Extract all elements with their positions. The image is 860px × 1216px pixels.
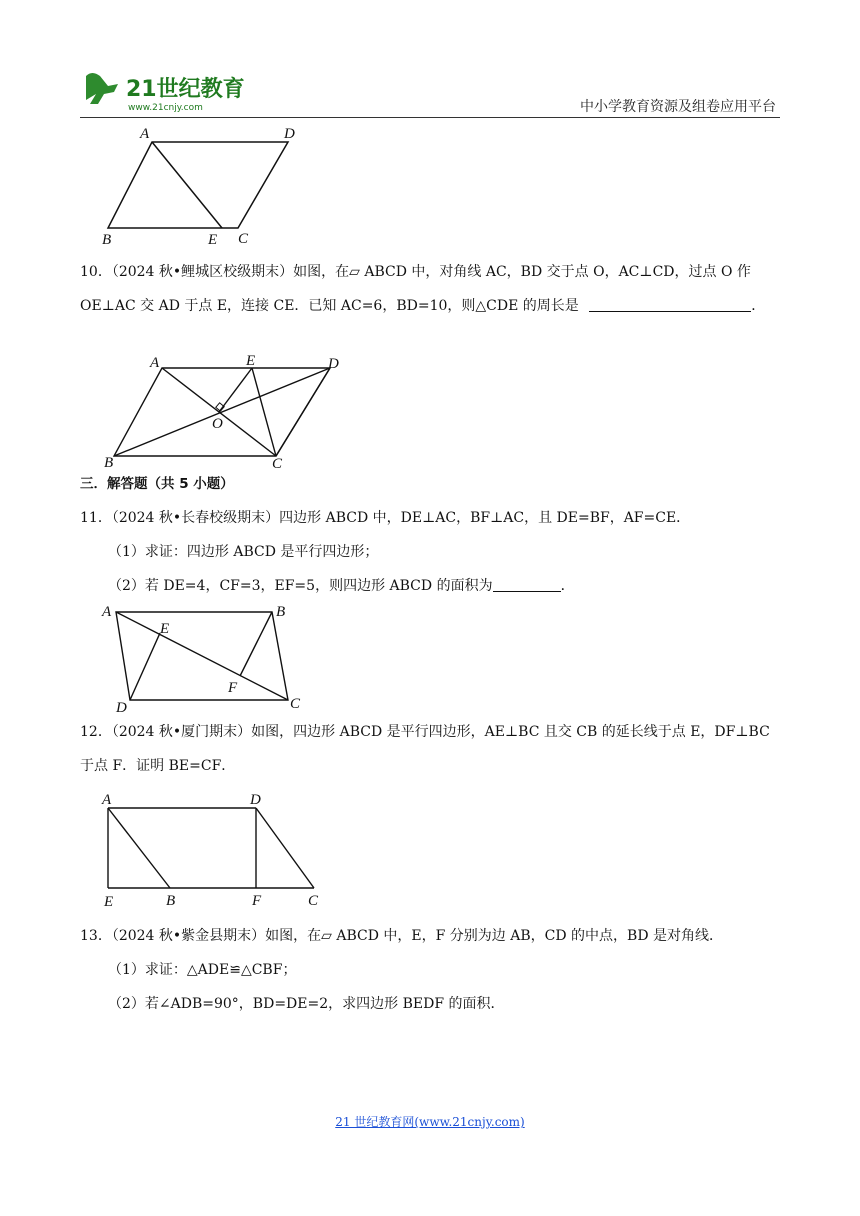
q13-part2: （2）若∠ADB=90°，BD=DE=2，求四边形 BEDF 的面积． [108,996,505,1012]
label-b: B [276,604,286,620]
label-c: C [290,696,301,712]
q10-line2 [80,296,780,316]
q13-part1: （1）求证：△ADE≌△CBF； [108,962,297,978]
label-f: F [252,893,262,909]
runner-icon [86,73,118,104]
label-o: O [212,416,223,432]
label-c: C [308,893,319,909]
section-heading: 三．解答题（共 5 小题） [80,476,234,492]
figure-q10 [98,352,348,470]
header-divider [80,117,780,118]
q11-line1: 11．（2024 秋•长春校级期末）四边形 ABCD 中，DE⊥AC，BF⊥AC，且 DE=BF，AF=CE． [80,510,691,526]
header-platform-text: 中小学教育资源及组卷应用平台 [580,99,776,115]
label-d: D [116,700,127,716]
q12-line2: 于点 F．证明 BE=CF． [80,758,236,774]
label-d: D [328,356,339,372]
q10-line1: 10．（2024 秋•鲤城区校级期末）如图，在▱ ABCD 中，对角线 AC，BD 交于点 O，AC⊥CD，过点 O 作 [80,264,751,280]
logo [80,68,250,114]
label-e: E [208,232,218,248]
label-d: D [250,792,261,808]
q10-text: OE⊥AC 交 AD 于点 E，连接 CE．已知 AC=6，BD=10，则△CDE 的周长是 [80,298,579,314]
q13-line1: 13．（2024 秋•紫金县期末）如图，在▱ ABCD 中，E，F 分别为边 AB，CD 的中点，BD 是对角线． [80,928,723,944]
q11-part1: （1）求证：四边形 ABCD 是平行四边形； [108,544,379,560]
label-e: E [160,621,170,637]
label-a: A [140,126,150,142]
label-f: F [228,680,238,696]
logo-text: 21世纪教育 [126,77,245,102]
logo-url: www.21cnjy.com [128,103,203,113]
q11-part2-text: （2）若 DE=4，CF=3，EF=5，则四边形 ABCD 的面积为 [108,578,493,594]
q11-part2 [108,576,780,596]
figure-q12 [98,788,328,912]
label-a: A [150,355,160,371]
label-a: A [102,792,112,808]
answer-blank [589,297,751,312]
label-c: C [272,456,283,472]
label-e: E [246,353,256,369]
label-d: D [284,126,295,142]
label-b: B [104,455,114,471]
q10-end: ． [751,298,766,314]
label-c: C [238,231,249,247]
footer-link[interactable]: 21 世纪教育网(www.21cnjy.com) [335,1115,525,1129]
label-a: A [102,604,112,620]
label-b: B [166,893,176,909]
answer-blank [493,577,561,592]
q11-end: ． [560,578,575,594]
figure-q9 [98,124,295,248]
label-b: B [102,232,112,248]
q12-line1: 12．（2024 秋•厦门期末）如图，四边形 ABCD 是平行四边形，AE⊥BC 且交 CB 的延长线于点 E，DF⊥BC [80,724,770,740]
label-e: E [104,894,114,910]
footer [0,1113,860,1130]
figure-q11 [98,600,308,716]
